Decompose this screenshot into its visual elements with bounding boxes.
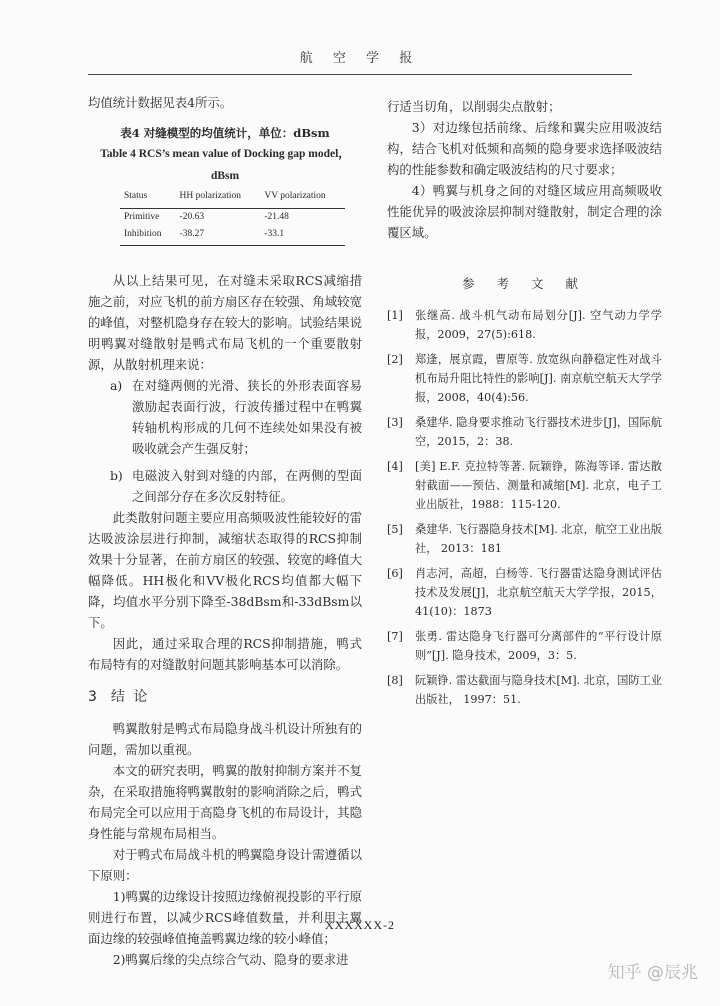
reference-text: 阮颖铮. 雷达截面与隐身技术[M]. 北京，国防工业出版社， 1997：51. (415, 674, 662, 706)
reference-item (387, 671, 662, 709)
reference-number: [8] (387, 674, 403, 687)
body-paragraph: 鸭翼散射是鸭式布局隐身战斗机设计所独有的问题，需加以重视。 (88, 721, 362, 757)
table-cell: -21.48 (264, 212, 289, 222)
running-head-journal-title: 航 空 学 报 (88, 44, 632, 75)
table-header-vv: VV polarization (260, 187, 345, 209)
reference-item (387, 627, 662, 665)
reference-text: 桑建华. 隐身要求推动飞行器技术进步[J]，国际航空，2015，2：38. (415, 416, 662, 448)
table-header-status: Status (120, 187, 176, 209)
reference-number: [4] (387, 460, 403, 473)
reference-number: [6] (387, 567, 403, 580)
rcs-mean-table (120, 187, 345, 246)
reference-item (387, 306, 662, 344)
list-item (88, 375, 362, 459)
reference-item (387, 520, 662, 558)
reference-item (387, 564, 662, 621)
body-paragraph: 2)鸭翼后缘的尖点综合气动、隐身的要求进 (112, 952, 349, 967)
table-cell: -33.1 (260, 226, 345, 246)
table-header-hh: HH polarization (176, 187, 261, 209)
body-paragraph: 对于鸭式布局战斗机的鸭翼隐身设计需遵循以下原则： (88, 847, 362, 883)
body-paragraph: 行适当切角，以削弱尖点散射； (387, 99, 561, 114)
reference-text: 郑逢，展京霞，曹原等. 放宽纵向静稳定性对战斗机布局升阻比特性的影响[J]. 南京航空航天大学学报，2008，40(4):56. (415, 353, 662, 404)
table-row (120, 226, 345, 246)
reference-number: [5] (387, 523, 403, 536)
body-paragraph: 1)鸭翼的边缘设计按照边缘俯视投影的平行原则进行布置，以减少RCS峰值数量，并利用主翼面边缘的较强峰值掩盖鸭翼边缘的较小峰值； (88, 889, 362, 946)
reference-text: 张继高. 战斗机气动布局划分[J]. 空气动力学学报，2009，27(5):618. (415, 309, 662, 341)
table-caption-chinese: 表4 对缝模型的均值统计，单位：dBsm (120, 126, 330, 140)
reference-number: [1] (387, 309, 403, 322)
reference-text: [美] E.F. 克拉特等著. 阮颖铮，陈海等译. 雷达散射截面——预估、测量和减缩[M]. 北京，电子工业出版社，1988：115-120. (415, 460, 662, 511)
table-cell: Primitive (124, 212, 160, 222)
reference-item (387, 350, 662, 407)
body-paragraph: 4）鸭翼与机身之间的对缝区域应用高频吸收性能优异的吸波涂层抑制对缝散射，制定合理的涂覆区域。 (387, 183, 662, 240)
list-item-text: 电磁波入射到对缝的内部，在两侧的型面之间部分存在多次反射特征。 (132, 468, 362, 504)
section-number: 3 (88, 689, 99, 705)
list-item-label: b) (110, 468, 123, 483)
list-item-label: a) (110, 378, 123, 393)
reference-text: 张勇. 雷达隐身飞行器可分离部件的“平行设计原则”[J]. 隐身技术，2009，3：5. (415, 630, 662, 662)
section-title-text: 结 论 (110, 689, 150, 705)
table-cell: Inhibition (120, 226, 176, 246)
reference-item (387, 413, 662, 451)
intro-paragraph: 均值统计数据见表4所示。 (88, 95, 233, 110)
list-item-text: 在对缝两侧的光滑、狭长的外形表面容易激励起表面行波，行波传播过程中在鸭翼转轴机构形成的几何不连续处如果没有被吸收就会产生强反射； (132, 378, 362, 456)
right-column (387, 96, 662, 715)
table-row (120, 209, 345, 227)
reference-list (387, 306, 662, 709)
reference-item (387, 457, 662, 514)
section-heading-conclusion (88, 687, 362, 708)
reference-number: [3] (387, 416, 403, 429)
body-paragraph: 此类散射问题主要应用高频吸波性能较好的雷达吸波涂层进行抑制，减缩状态取得的RCS抑制效果十分显著，在前方扇区的较强、较宽的峰值大幅降低。HH极化和VV极化RCS均值都大幅下降，均值水平分别下降至-38dBsm和-33dBsm以下。 (88, 510, 362, 630)
reference-number: [2] (387, 353, 403, 366)
reference-number: [7] (387, 630, 403, 643)
watermark: 知乎 @辰兆 (607, 963, 698, 983)
body-paragraph: 从以上结果可见，在对缝未采取RCS减缩措施之前，对应飞机的前方扇区存在较强、角域较宽的峰值，对整机隐身存在较大的影响。试验结果说明鸭翼对缝散射是鸭式布局飞机的一个重要散射源，从散射机理来说： (88, 273, 362, 372)
table-header-row (120, 187, 345, 209)
list-item (88, 465, 362, 507)
body-paragraph: 本文的研究表明，鸭翼的散射抑制方案并不复杂，在采取措施将鸭翼散射的影响消除之后，鸭式布局完全可以应用于高隐身飞机的布局设计，其隐身性能与常规布局相当。 (88, 763, 362, 841)
left-column (88, 92, 362, 970)
page-number: XXXXXX-2 (325, 918, 395, 932)
body-paragraph: 因此，通过采取合理的RCS抑制措施，鸭式布局特有的对缝散射问题其影响基本可以消除。 (88, 636, 362, 672)
body-paragraph: 3）对边缘包括前缘、后缘和翼尖应用吸波结构，结合飞机对低频和高频的隐身要求选择吸波结构的性能参数和确定吸波结构的尺寸要求； (387, 120, 662, 177)
table-cell: -38.27 (176, 226, 261, 246)
reference-text: 桑建华. 飞行器隐身技术[M]. 北京，航空工业出版社， 2013：181 (415, 523, 662, 555)
reference-text: 肖志河，高超，白杨等. 飞行器雷达隐身测试评估技术及发展[J]，北京航空航天大学学报，2015，41(10)：1873 (415, 567, 662, 618)
table-caption-english: Table 4 RCS’s mean value of Docking gap model，dBsm (100, 148, 350, 182)
references-heading: 参 考 文 献 (462, 276, 587, 291)
table-cell: -20.63 (179, 212, 205, 222)
